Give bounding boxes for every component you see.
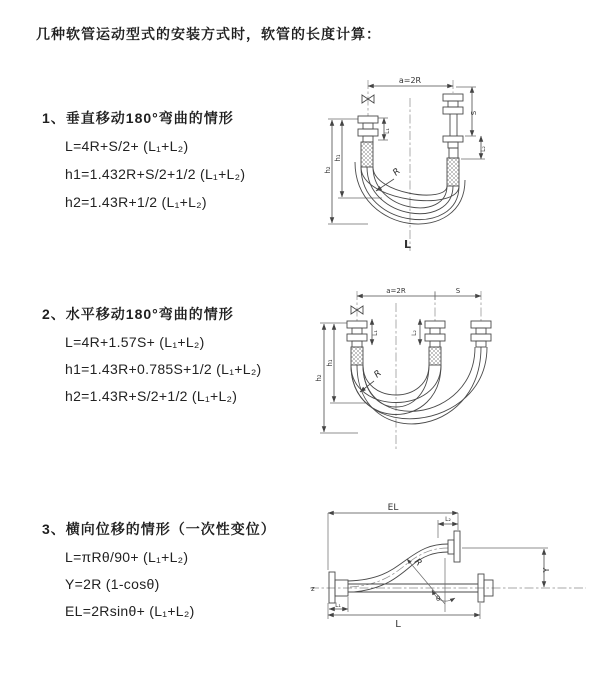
label-radius-r: R [391, 166, 403, 179]
label-radius-r: R [372, 368, 384, 381]
left-pipe-fitting [347, 321, 367, 365]
label-theta: θ [436, 595, 441, 603]
label-centerline-mark: z [311, 585, 315, 593]
label-stroke-s: S [470, 110, 478, 116]
diagram-lateral-displacement [298, 500, 593, 650]
label-h2: h₂ [315, 374, 323, 382]
middle-pipe-fitting [425, 321, 445, 365]
label-length-l: L [395, 619, 401, 630]
label-y: Y [542, 567, 551, 573]
right-pipe-fitting [443, 94, 463, 186]
label-radius-r: R [411, 557, 424, 569]
page-title: 几种软管运动型式的安装方式时，软管的长度计算： [36, 26, 381, 42]
section-1-formula-h2: h2=1.43R+1/2 (L₁+L₂) [65, 194, 207, 210]
label-l1: L₁ [384, 128, 391, 134]
section-2-formula-h2: h2=1.43R+S/2+1/2 (L₁+L₂) [65, 388, 238, 404]
label-h1: h₁ [326, 359, 334, 367]
label-length-l: L [404, 238, 412, 251]
label-h1: h₁ [334, 154, 342, 162]
right-pipe-fitting [471, 321, 491, 347]
upper-right-flange [448, 531, 460, 562]
section-3-heading: 3、横向位移的情形（一次性变位） [42, 521, 276, 537]
centerlines [368, 80, 453, 251]
section-1-heading: 1、垂直移动180°弯曲的情形 [42, 110, 234, 126]
section-3-formula-L: L=πRθ/90+ (L₁+L₂) [65, 549, 189, 565]
section-1-formula-L: L=4R+S/2+ (L₁+L₂) [65, 138, 189, 154]
label-l2: L₂ [445, 516, 451, 523]
section-2-heading: 2、水平移动180°弯曲的情形 [42, 306, 234, 322]
label-h2: h₂ [324, 166, 332, 174]
label-l2: L₂ [411, 330, 418, 336]
label-l1: L₁ [372, 330, 379, 336]
section-2-formula-h1: h1=1.43R+0.785S+1/2 (L₁+L₂) [65, 361, 262, 377]
section-3-formula-Y: Y=2R (1-cosθ) [65, 576, 160, 592]
diagram-horizontal-180-bend [308, 285, 593, 457]
label-span-a2r: a=2R [398, 76, 422, 85]
label-l2: L₂ [480, 146, 487, 152]
label-stroke-s: S [455, 287, 461, 295]
label-span-a2r: a=2R [386, 287, 406, 295]
hose-s-curve [348, 544, 448, 592]
section-1-formula-h1: h1=1.432R+S/2+1/2 (L₁+L₂) [65, 166, 246, 182]
diagram-vertical-180-bend [310, 70, 578, 255]
dimension-lines [320, 292, 481, 433]
label-el: EL [387, 503, 399, 513]
label-l1: L₁ [335, 602, 341, 609]
section-3-formula-EL: EL=2Rsinθ+ (L₁+L₂) [65, 603, 195, 619]
left-pipe-fitting [358, 116, 378, 167]
left-flange [329, 572, 348, 603]
section-2-formula-L: L=4R+1.57S+ (L₁+L₂) [65, 334, 205, 350]
dimension-lines [328, 513, 548, 619]
hose-arcs [351, 347, 487, 424]
